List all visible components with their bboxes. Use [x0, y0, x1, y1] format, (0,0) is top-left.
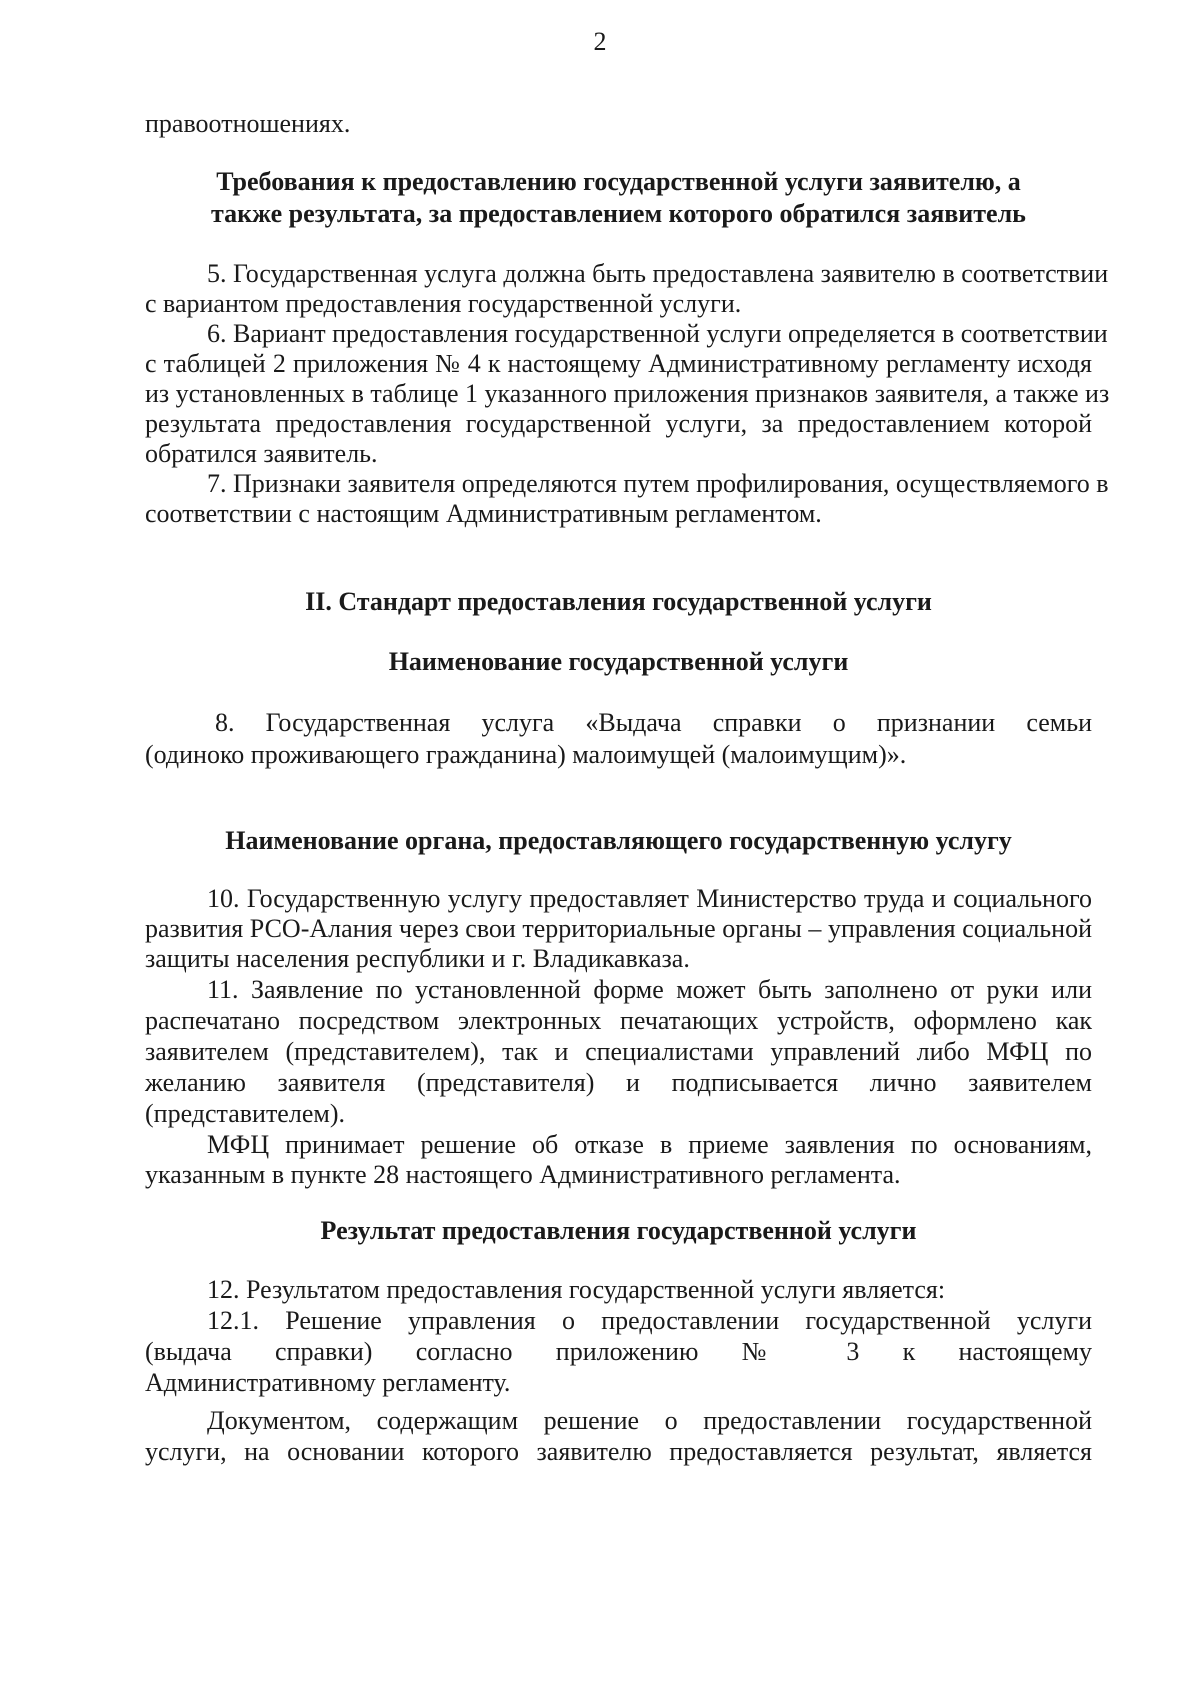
- paragraph-11-line: распечатано посредством электронных печатающих устройств, оформлено как: [145, 1006, 1092, 1035]
- paragraph-12-1-line: 12.1. Решение управления о предоставлении государственной услуги: [207, 1306, 1092, 1335]
- paragraph-11-line: (представителем).: [145, 1099, 345, 1128]
- paragraph-8-line: (одиноко проживающего гражданина) малоимущей (малоимущим)».: [145, 740, 907, 769]
- paragraph-12-1-line: Административному регламенту.: [145, 1368, 511, 1397]
- paragraph-5-line: с вариантом предоставления государственной услуги.: [145, 289, 742, 318]
- section-heading-requirements-line-2: также результата, за предоставлением которого обратился заявитель: [211, 199, 1026, 228]
- chapter-heading-standard: II. Стандарт предоставления государственной услуги: [305, 587, 932, 616]
- paragraph-6-line: обратился заявитель.: [145, 439, 378, 468]
- paragraph-12-line: 12. Результатом предоставления государственной услуги является:: [207, 1275, 946, 1304]
- paragraph-6-line: результата предоставления государственной услуги, за предоставлением которой: [145, 409, 1092, 438]
- paragraph-mfc-line: указанным в пункте 28 настоящего Административного регламента.: [145, 1160, 901, 1189]
- section-heading-authority: Наименование органа, предоставляющего государственную услугу: [225, 826, 1012, 855]
- paragraph-8-line: 8. Государственная услуга «Выдача справки о признании семьи: [215, 708, 1092, 737]
- section-heading-requirements-line-1: Требования к предоставлению государственной услуги заявителю, а: [216, 167, 1021, 196]
- paragraph-5-line: 5. Государственная услуга должна быть предоставлена заявителю в соответствии: [207, 259, 1109, 288]
- paragraph-document-line: Документом, содержащим решение о предоставлении государственной: [207, 1406, 1092, 1435]
- paragraph-11-line: заявителем (представителем), так и специалистами управлений либо МФЦ по: [145, 1037, 1092, 1066]
- paragraph-document-line: услуги, на основании которого заявителю предоставляется результат, является: [145, 1437, 1092, 1466]
- paragraph-mfc-line: МФЦ принимает решение об отказе в приеме заявления по основаниям,: [207, 1130, 1092, 1159]
- paragraph-7-line: 7. Признаки заявителя определяются путем профилирования, осуществляемого в: [207, 469, 1109, 498]
- text-line: правоотношениях.: [145, 109, 351, 138]
- paragraph-11-line: желанию заявителя (представителя) и подписывается лично заявителем: [145, 1068, 1092, 1097]
- paragraph-11-line: 11. Заявление по установленной форме может быть заполнено от руки или: [207, 975, 1092, 1004]
- paragraph-6-line: 6. Вариант предоставления государственной услуги определяется в соответствии: [207, 319, 1108, 348]
- section-heading-service-name: Наименование государственной услуги: [388, 647, 849, 676]
- page-number: 2: [593, 27, 607, 56]
- section-heading-result: Результат предоставления государственной услуги: [320, 1216, 917, 1245]
- paragraph-7-line: соответствии с настоящим Административным регламентом.: [145, 499, 822, 528]
- paragraph-10-line: развития РСО-Алания через свои территориальные органы – управления социальной: [145, 914, 1092, 943]
- paragraph-10-line: защиты населения республики и г. Владикавказа.: [145, 944, 690, 973]
- paragraph-12-1-line: (выдача справки) согласно приложению № 3 к настоящему: [145, 1337, 1092, 1366]
- paragraph-6-line: из установленных в таблице 1 указанного приложения признаков заявителя, а также из: [145, 379, 1110, 408]
- paragraph-10-line: 10. Государственную услугу предоставляет Министерство труда и социального: [207, 884, 1092, 913]
- paragraph-6-line: с таблицей 2 приложения № 4 к настоящему Административному регламенту исходя: [145, 349, 1092, 378]
